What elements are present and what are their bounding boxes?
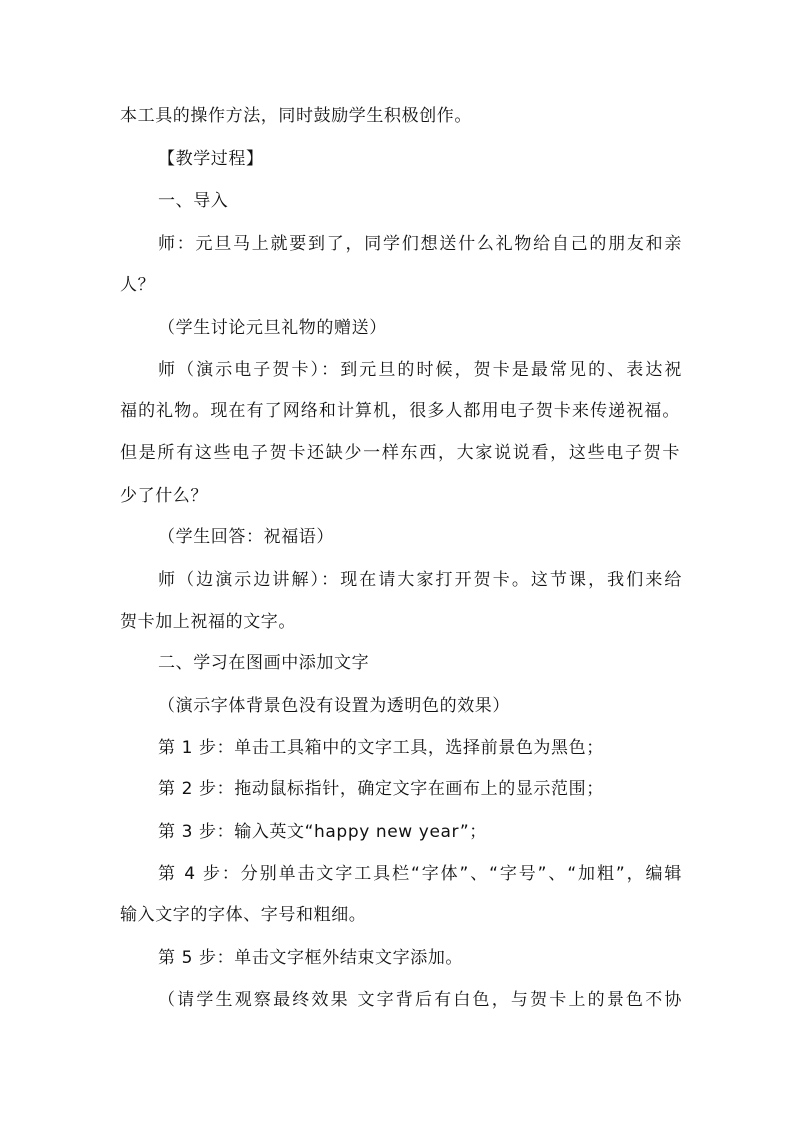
text-line-15: （演示字体背景色没有设置为透明色的效果） [158, 696, 510, 716]
text-line-13: 贺卡加上祝福的文字。 [120, 612, 296, 632]
step-1: 第 1 步：单击工具箱中的文字工具，选择前景色为黑色； [158, 738, 604, 758]
text-line-12: 师（边演示边讲解）：现在请大家打开贺卡。这节课，我们来给 [158, 570, 682, 590]
step-5: 第 5 步：单击文字框外结束文字添加。 [158, 948, 464, 968]
subheading-add-text: 二、学习在图画中添加文字 [158, 653, 370, 673]
text-line-8: 福的礼物。现在有了网络和计算机，很多人都用电子贺卡来传递祝福。 [120, 401, 680, 421]
text-line-7: 师（演示电子贺卡）：到元旦的时候，贺卡是最常见的、表达祝 [158, 360, 682, 380]
subheading-introduction: 一、导入 [158, 191, 229, 211]
text-line-9: 但是所有这些电子贺卡还缺少一样东西，大家说说看，这些电子贺卡 [120, 443, 680, 463]
text-line-22: （请学生观察最终效果 文字背后有白色，与贺卡上的景色不协 [158, 990, 682, 1010]
text-line-20: 输入文字的字体、字号和粗细。 [120, 905, 367, 925]
text-line-10: 少了什么？ [120, 486, 208, 506]
text-line-11: （学生回答：祝福语） [158, 527, 334, 547]
section-heading-teaching-process: 【教学过程】 [158, 149, 264, 169]
step-2: 第 2 步：拖动鼠标指针，确定文字在画布上的显示范围； [158, 779, 604, 799]
step-4: 第 4 步：分别单击文字工具栏“字体”、“字号”、“加粗”，编辑 [158, 864, 682, 884]
text-line-4: 师：元旦马上就要到了，同学们想送什么礼物给自己的朋友和亲 [158, 234, 682, 254]
text-line-5: 人？ [120, 275, 156, 295]
step-3: 第 3 步：输入英文“happy new year”； [158, 822, 487, 842]
text-line-1: 本工具的操作方法，同时鼓励学生积极创作。 [120, 106, 472, 126]
text-line-6: （学生讨论元旦礼物的赠送） [158, 318, 387, 338]
